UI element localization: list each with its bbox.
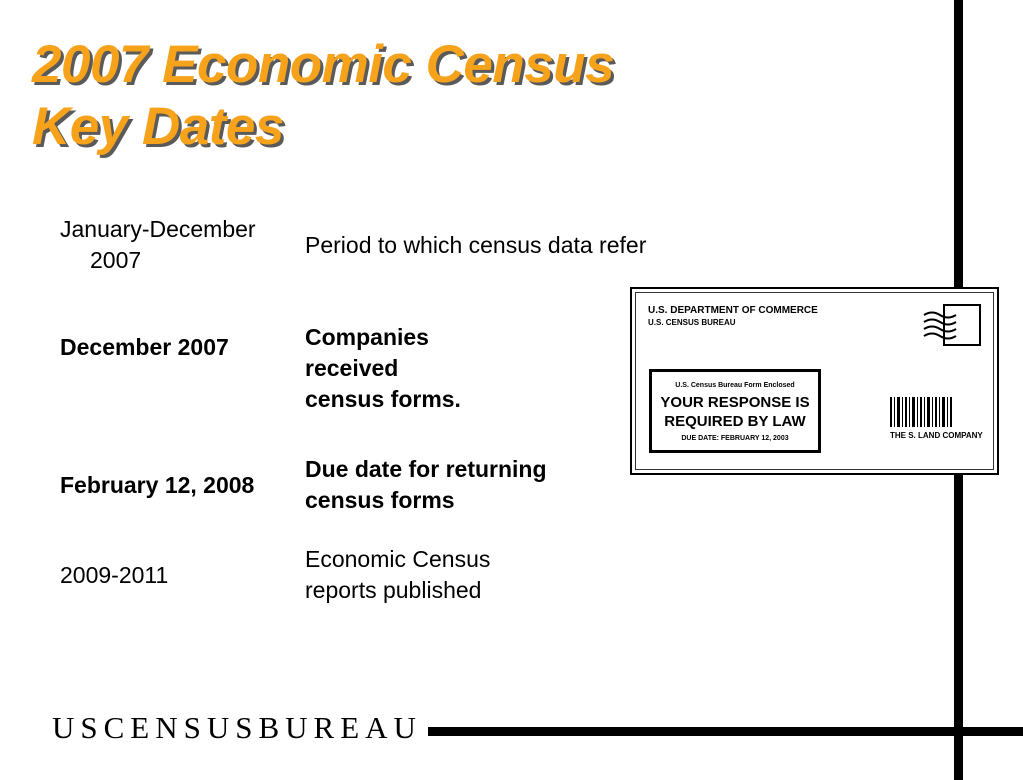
row-date: February 12, 2008 — [60, 472, 255, 498]
row-date: January-December 2007 — [60, 216, 256, 273]
horizontal-rule — [428, 727, 1023, 736]
row-date: December 2007 — [60, 334, 229, 360]
postage-stamp-icon — [922, 303, 984, 347]
envelope-company: THE S. LAND COMPANY — [890, 431, 983, 440]
row-description: Companies received census forms. — [305, 324, 461, 412]
envelope-department: U.S. DEPARTMENT OF COMMERCE — [648, 305, 818, 316]
barcode-icon — [890, 397, 954, 427]
notice-header: U.S. Census Bureau Form Enclosed — [675, 382, 795, 389]
slide-title — [32, 34, 614, 158]
notice-due-date: DUE DATE: FEBRUARY 12, 2003 — [681, 435, 789, 442]
notice-line-1: YOUR RESPONSE IS — [660, 394, 810, 411]
row-description: Economic Census reports published — [305, 546, 491, 603]
row-description: Due date for returning census forms — [305, 456, 547, 513]
row-date: 2009-2011 — [60, 562, 169, 588]
census-envelope-image — [630, 287, 999, 475]
required-by-law-notice — [649, 369, 821, 453]
notice-line-2: REQUIRED BY LAW — [664, 413, 806, 430]
title-line-2: Key Dates — [32, 97, 284, 156]
row-description: Period to which census data refer — [305, 232, 647, 258]
title-line-1: 2007 Economic Census — [32, 35, 615, 94]
envelope-bureau: U.S. CENSUS BUREAU — [648, 318, 736, 327]
census-bureau-logo: USCENSUSBUREAU — [52, 710, 422, 745]
